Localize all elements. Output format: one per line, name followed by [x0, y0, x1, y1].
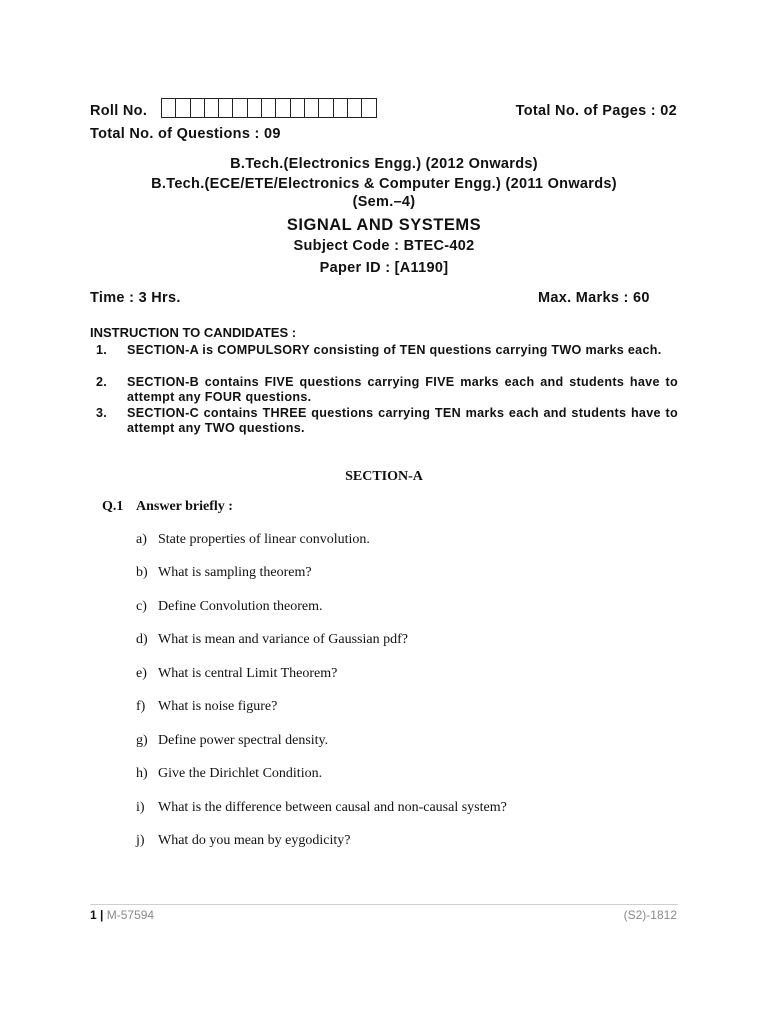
- page-number: 1: [90, 908, 97, 922]
- instruction-text: SECTION-B contains FIVE questions carrying FIVE marks each and students have to attempt any FOUR questions.: [127, 375, 678, 404]
- item-text: Give the Dirichlet Condition.: [158, 766, 323, 781]
- footer-divider: [90, 904, 678, 905]
- roll-box[interactable]: [291, 99, 305, 117]
- course-line-2: B.Tech.(ECE/ETE/Electronics & Computer Engg.) (2011 Onwards): [151, 176, 617, 192]
- item-label: f): [136, 699, 146, 714]
- question-item: [136, 532, 370, 548]
- item-label: g): [136, 733, 148, 748]
- item-text: What is sampling theorem?: [158, 565, 312, 580]
- semester: (Sem.–4): [352, 194, 416, 210]
- item-text: What is noise figure?: [158, 699, 278, 714]
- question-title: Answer briefly :: [136, 499, 233, 514]
- item-label: d): [136, 632, 148, 647]
- item-label: b): [136, 565, 148, 580]
- total-pages: Total No. of Pages : 02: [515, 103, 677, 119]
- roll-box[interactable]: [219, 99, 233, 117]
- roll-box[interactable]: [305, 99, 319, 117]
- roll-box[interactable]: [205, 99, 219, 117]
- instruction-number: 1.: [96, 343, 108, 357]
- footer-left: [90, 908, 154, 922]
- item-label: i): [136, 800, 145, 815]
- roll-box[interactable]: [362, 99, 376, 117]
- section-a-title: SECTION-A: [345, 469, 423, 484]
- roll-box[interactable]: [334, 99, 348, 117]
- item-text: Define Convolution theorem.: [158, 599, 323, 614]
- item-text: Define power spectral density.: [158, 733, 329, 748]
- question-item: [136, 833, 350, 849]
- subject-code: Subject Code : BTEC-402: [293, 238, 475, 254]
- question-number: Q.1: [102, 499, 124, 514]
- roll-box[interactable]: [248, 99, 262, 117]
- roll-box[interactable]: [191, 99, 205, 117]
- instructions-title: INSTRUCTION TO CANDIDATES :: [90, 325, 297, 340]
- roll-box[interactable]: [262, 99, 276, 117]
- question-item: [136, 565, 312, 581]
- roll-box[interactable]: [176, 99, 190, 117]
- roll-box[interactable]: [319, 99, 333, 117]
- footer-separator: |: [100, 908, 104, 922]
- instruction-number: 3.: [96, 406, 108, 420]
- roll-number-label: Roll No.: [90, 103, 148, 119]
- total-questions: Total No. of Questions : 09: [90, 126, 281, 142]
- footer-right-code: (S2)-1812: [623, 908, 677, 922]
- item-text: What do you mean by eygodicity?: [158, 833, 351, 848]
- instruction-number: 2.: [96, 375, 108, 389]
- instruction-text: SECTION-A is COMPULSORY consisting of TEN questions carrying TWO marks each.: [127, 343, 662, 357]
- question-item: [136, 800, 507, 816]
- question-item: [136, 666, 337, 682]
- paper-code: M-57594: [106, 908, 155, 922]
- item-label: c): [136, 599, 147, 614]
- paper-id: Paper ID : [A1190]: [319, 260, 449, 276]
- question-item: [136, 632, 408, 648]
- item-text: What is mean and variance of Gaussian pdf?: [158, 632, 408, 647]
- instruction-item: [96, 343, 678, 358]
- roll-box[interactable]: [233, 99, 247, 117]
- instruction-text: SECTION-C contains THREE questions carrying TEN marks each and students have to attempt any TWO questions.: [127, 406, 678, 435]
- question-item: [136, 699, 277, 715]
- item-text: What is central Limit Theorem?: [158, 666, 338, 681]
- item-text: What is the difference between causal and non-causal system?: [158, 800, 507, 815]
- instruction-item: [96, 406, 678, 435]
- subject-title: SIGNAL AND SYSTEMS: [286, 216, 482, 234]
- instruction-item: [96, 375, 678, 404]
- roll-box[interactable]: [348, 99, 362, 117]
- item-label: a): [136, 532, 147, 547]
- exam-time: Time : 3 Hrs.: [90, 290, 181, 306]
- item-label: h): [136, 766, 148, 781]
- item-label: e): [136, 666, 147, 681]
- roll-box[interactable]: [276, 99, 290, 117]
- item-text: State properties of linear convolution.: [158, 532, 370, 547]
- course-line-1: B.Tech.(Electronics Engg.) (2012 Onwards): [230, 156, 538, 172]
- question-item: [136, 599, 322, 615]
- question-item: [136, 733, 328, 749]
- max-marks: Max. Marks : 60: [538, 290, 650, 306]
- roll-box[interactable]: [162, 99, 176, 117]
- roll-number-boxes[interactable]: [161, 98, 377, 118]
- question-item: [136, 766, 322, 782]
- item-label: j): [136, 833, 145, 848]
